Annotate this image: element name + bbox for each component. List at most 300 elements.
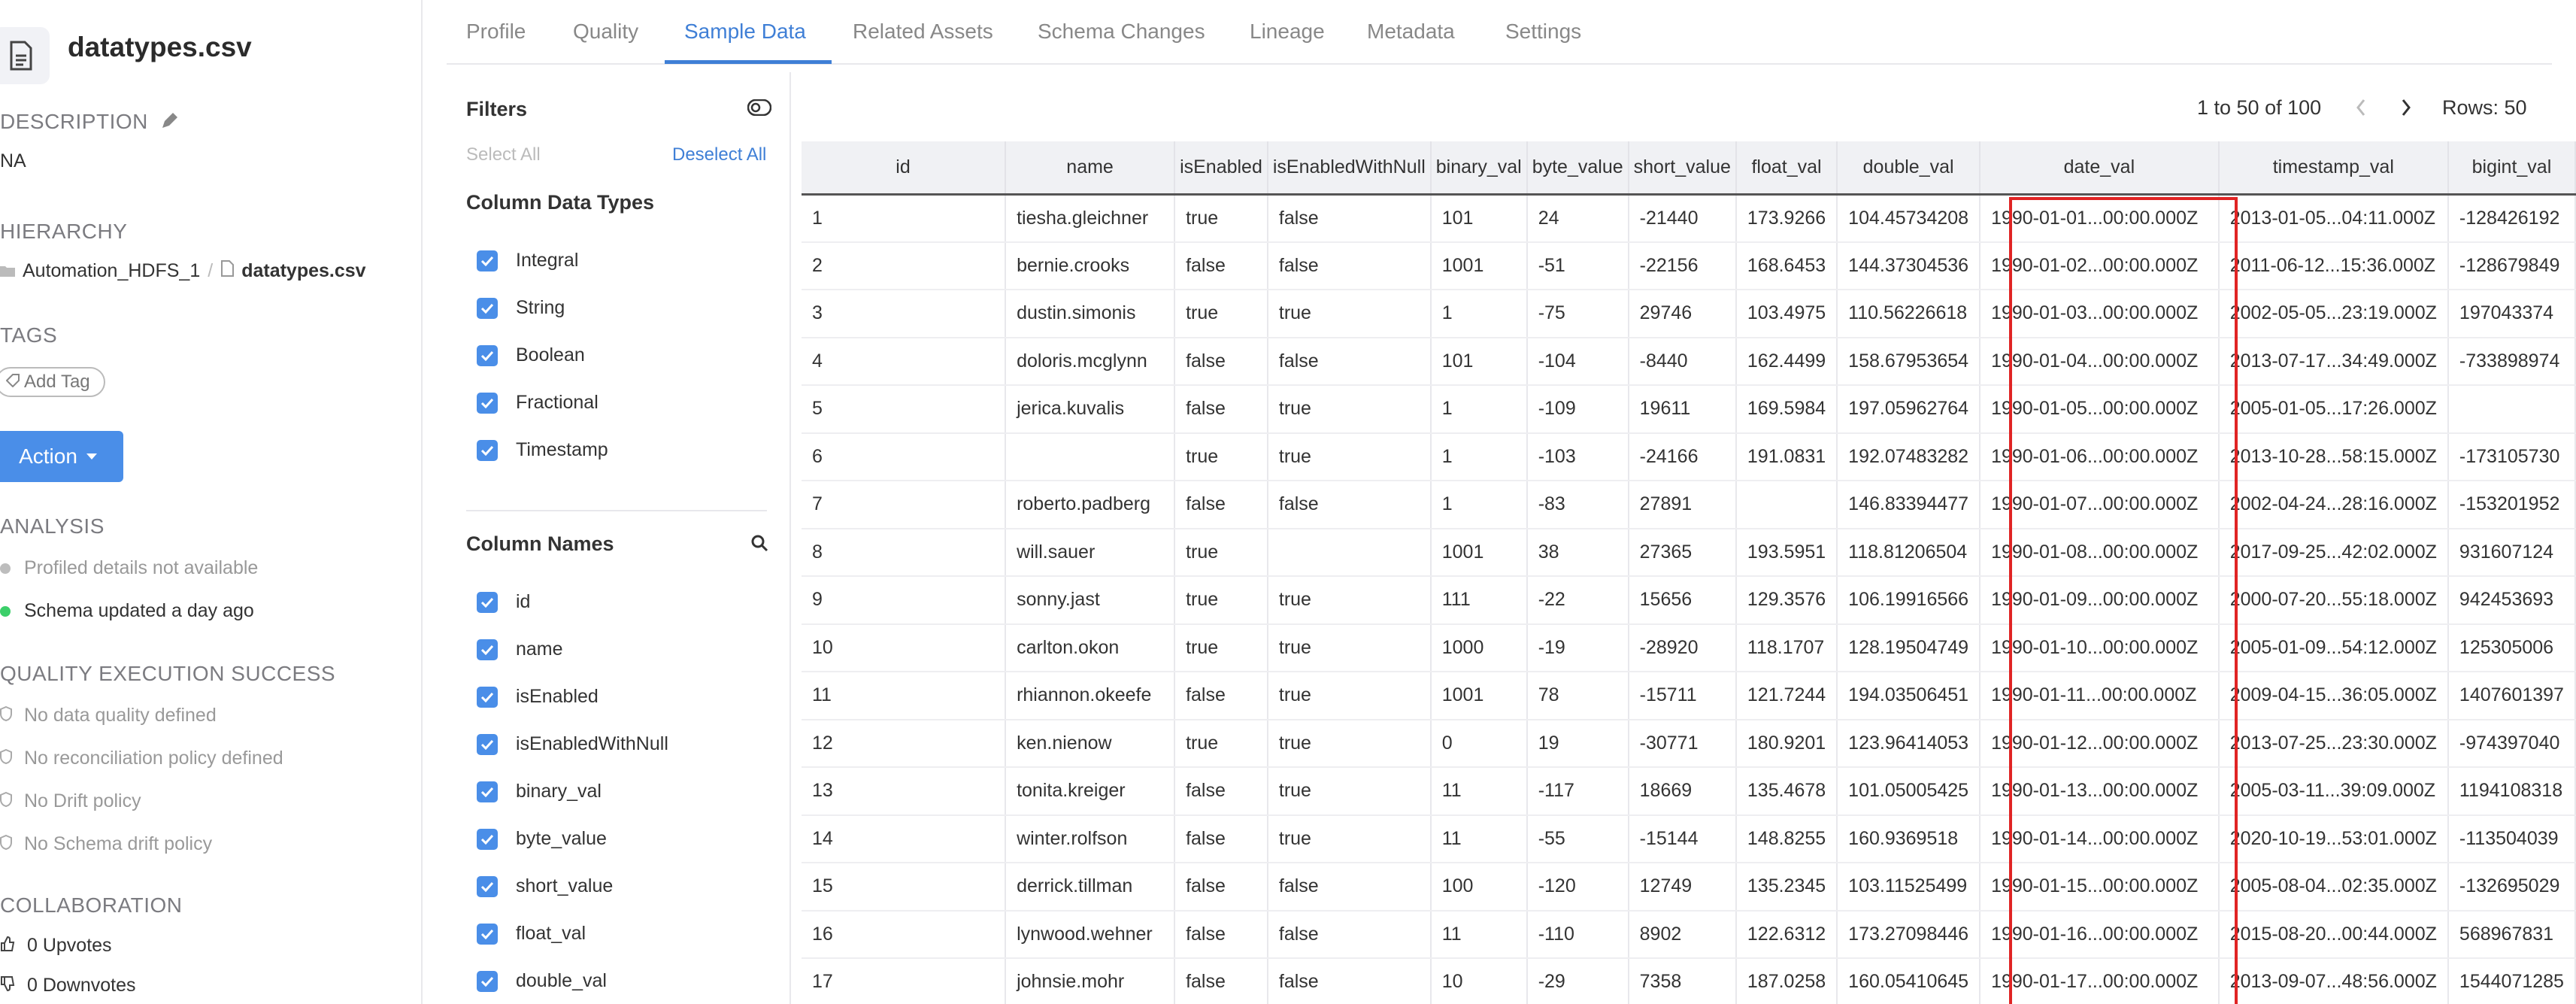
table-cell: false <box>1268 242 1431 290</box>
table-cell: 146.83394477 <box>1837 481 1980 529</box>
column-filter-name[interactable]: name <box>477 638 563 660</box>
table-cell: 1990-01-12...00:00.000Z <box>1980 720 2219 768</box>
tab-profile[interactable]: Profile <box>466 20 526 43</box>
table-cell: true <box>1268 767 1431 815</box>
tab-sample-data[interactable]: Sample Data <box>684 20 806 43</box>
table-cell: 169.5984 <box>1736 385 1837 433</box>
column-header-byte-value[interactable]: byte_value <box>1527 141 1629 194</box>
table-cell: 103.11525499 <box>1837 863 1980 911</box>
table-cell: 1990-01-08...00:00.000Z <box>1980 529 2219 577</box>
table-cell: 9 <box>802 576 1005 624</box>
table-cell: 1990-01-17...00:00.000Z <box>1980 958 2219 1004</box>
table-cell: -120 <box>1527 863 1629 911</box>
table-cell: -83 <box>1527 481 1629 529</box>
table-cell: false <box>1174 338 1268 386</box>
table-cell: 194.03506451 <box>1837 672 1980 720</box>
filters-divider <box>466 510 767 511</box>
table-cell: 2005-08-04...02:35.000Z <box>2219 863 2448 911</box>
table-cell: false <box>1174 911 1268 959</box>
table-cell: -103 <box>1527 433 1629 481</box>
table-cell: 1990-01-14...00:00.000Z <box>1980 815 2219 863</box>
table-cell: 12 <box>802 720 1005 768</box>
checkbox-checked-icon[interactable] <box>477 639 498 660</box>
tab-metadata[interactable]: Metadata <box>1367 20 1455 43</box>
table-cell: johnsie.mohr <box>1005 958 1174 1004</box>
table-cell: 24 <box>1527 194 1629 242</box>
table-cell: 121.7244 <box>1736 672 1837 720</box>
table-cell: -733898974 <box>2448 338 2575 386</box>
table-cell: 111 <box>1431 576 1527 624</box>
table-cell: 193.5951 <box>1736 529 1837 577</box>
table-cell: 160.05410645 <box>1837 958 1980 1004</box>
table-cell: false <box>1174 815 1268 863</box>
table-cell: -19 <box>1527 624 1629 672</box>
table-cell: 106.19916566 <box>1837 576 1980 624</box>
table-cell: -30771 <box>1629 720 1736 768</box>
active-tab-indicator <box>665 60 832 64</box>
table-cell: -113504039 <box>2448 815 2575 863</box>
table-cell: false <box>1174 385 1268 433</box>
table-cell: 1194108318 <box>2448 767 2575 815</box>
column-header-id[interactable]: id <box>802 141 1005 194</box>
table-cell: 173.9266 <box>1736 194 1837 242</box>
table-cell: false <box>1174 863 1268 911</box>
table-cell: 27891 <box>1629 481 1736 529</box>
column-header-double-val[interactable]: double_val <box>1837 141 1980 194</box>
file-document-icon <box>0 27 50 84</box>
table-cell: 2011-06-12...15:36.000Z <box>2219 242 2448 290</box>
caret-down-icon <box>86 453 97 460</box>
tab-schema-changes[interactable]: Schema Changes <box>1038 20 1205 43</box>
table-cell: 123.96414053 <box>1837 720 1980 768</box>
table-cell: -128679849 <box>2448 242 2575 290</box>
table-cell: true <box>1268 815 1431 863</box>
table-cell: -15144 <box>1629 815 1736 863</box>
table-cell <box>1005 433 1174 481</box>
table-cell: rhiannon.okeefe <box>1005 672 1174 720</box>
column-filter-float-val[interactable]: float_val <box>477 923 586 945</box>
table-cell: 192.07483282 <box>1837 433 1980 481</box>
table-cell: doloris.mcglynn <box>1005 338 1174 386</box>
table-cell: false <box>1174 767 1268 815</box>
table-cell: 2009-04-15...36:05.000Z <box>2219 672 2448 720</box>
tags-heading: TAGS <box>0 323 58 347</box>
type-filter-string[interactable]: String <box>477 297 565 319</box>
table-cell: -24166 <box>1629 433 1736 481</box>
table-cell: 1990-01-09...00:00.000Z <box>1980 576 2219 624</box>
table-cell: true <box>1268 672 1431 720</box>
table-row <box>802 767 2575 815</box>
table-cell: tiesha.gleichner <box>1005 194 1174 242</box>
table-cell: false <box>1174 672 1268 720</box>
table-cell: true <box>1268 720 1431 768</box>
table-cell: roberto.padberg <box>1005 481 1174 529</box>
table-cell: 1001 <box>1431 672 1527 720</box>
table-cell: 2 <box>802 242 1005 290</box>
search-icon[interactable] <box>750 534 768 556</box>
table-cell: false <box>1268 911 1431 959</box>
table-cell: true <box>1268 385 1431 433</box>
table-cell: 1990-01-07...00:00.000Z <box>1980 481 2219 529</box>
table-cell: 1 <box>1431 481 1527 529</box>
table-cell: 101.05005425 <box>1837 767 1980 815</box>
table-row <box>802 481 2575 529</box>
table-row <box>802 815 2575 863</box>
filters-title: Filters <box>466 98 528 120</box>
type-filter-boolean[interactable]: Boolean <box>477 344 585 366</box>
table-cell: 16 <box>802 911 1005 959</box>
column-filter-isenabledwithnull[interactable]: isEnabledWithNull <box>477 733 668 755</box>
table-cell: -974397040 <box>2448 720 2575 768</box>
table-cell: -15711 <box>1629 672 1736 720</box>
status-dot-green <box>0 606 11 617</box>
column-header-short-value[interactable]: short_value <box>1629 141 1736 194</box>
table-cell: 118.1707 <box>1736 624 1837 672</box>
table-cell: false <box>1268 863 1431 911</box>
table-cell: 11 <box>1431 911 1527 959</box>
status-dot-grey <box>0 563 11 574</box>
table-cell <box>1268 529 1431 577</box>
table-cell: 1990-01-15...00:00.000Z <box>1980 863 2219 911</box>
table-cell: 162.4499 <box>1736 338 1837 386</box>
table-cell: -75 <box>1527 290 1629 338</box>
table-cell: true <box>1268 624 1431 672</box>
table-cell: 144.37304536 <box>1837 242 1980 290</box>
type-filter-timestamp[interactable]: Timestamp <box>477 439 608 461</box>
table-cell: 2020-10-19...53:01.000Z <box>2219 815 2448 863</box>
table-cell: 1001 <box>1431 529 1527 577</box>
hierarchy-separator: / <box>208 260 214 281</box>
table-cell <box>1736 481 1837 529</box>
table-cell: 7358 <box>1629 958 1736 1004</box>
table-cell: true <box>1174 290 1268 338</box>
table-cell: 1990-01-06...00:00.000Z <box>1980 433 2219 481</box>
action-button[interactable]: Action <box>0 431 123 482</box>
table-cell: bernie.crooks <box>1005 242 1174 290</box>
column-header-float-val[interactable]: float_val <box>1736 141 1837 194</box>
type-filter-fractional[interactable]: Fractional <box>477 392 599 414</box>
table-cell: true <box>1174 624 1268 672</box>
table-cell: 2002-05-05...23:19.000Z <box>2219 290 2448 338</box>
file-small-icon <box>220 260 234 282</box>
table-cell: ken.nienow <box>1005 720 1174 768</box>
column-filter-binary-val[interactable]: binary_val <box>477 781 602 802</box>
analysis-heading: ANALYSIS <box>0 514 105 538</box>
table-cell: 187.0258 <box>1736 958 1837 1004</box>
table-cell: -28920 <box>1629 624 1736 672</box>
table-cell: 18669 <box>1629 767 1736 815</box>
deselect-all-link[interactable]: Deselect All <box>672 144 767 165</box>
table-row <box>802 290 2575 338</box>
column-header-name[interactable]: name <box>1005 141 1174 194</box>
table-cell <box>2448 385 2575 433</box>
table-cell: 19 <box>1527 720 1629 768</box>
tab-related-assets[interactable]: Related Assets <box>853 20 993 43</box>
table-cell: 160.9369518 <box>1837 815 1980 863</box>
table-cell: true <box>1268 433 1431 481</box>
quality-heading: QUALITY EXECUTION SUCCESS <box>0 662 336 685</box>
table-cell: 10 <box>802 624 1005 672</box>
tab-lineage[interactable]: Lineage <box>1250 20 1325 43</box>
column-filter-isenabled[interactable]: isEnabled <box>477 686 599 708</box>
table-row <box>802 194 2575 242</box>
column-data-types-title: Column Data Types <box>466 191 655 214</box>
table-cell: 1990-01-13...00:00.000Z <box>1980 767 2219 815</box>
table-cell: 1001 <box>1431 242 1527 290</box>
table-row <box>802 385 2575 433</box>
downvote-button[interactable]: 0 Downvotes <box>0 975 136 996</box>
description-value: NA <box>0 150 26 171</box>
table-cell: 19611 <box>1629 385 1736 433</box>
table-cell: 931607124 <box>2448 529 2575 577</box>
table-cell: 191.0831 <box>1736 433 1837 481</box>
table-row <box>802 958 2575 1004</box>
prev-page-icon[interactable] <box>2355 98 2367 121</box>
table-cell: 15656 <box>1629 576 1736 624</box>
table-cell: lynwood.wehner <box>1005 911 1174 959</box>
column-filter-id[interactable]: id <box>477 591 530 613</box>
hierarchy-leaf[interactable]: datatypes.csv <box>241 260 366 281</box>
table-cell: 101 <box>1431 194 1527 242</box>
table-cell: -22 <box>1527 576 1629 624</box>
column-header-isenabled[interactable]: isEnabled <box>1174 141 1268 194</box>
shield-icon <box>0 705 12 726</box>
table-cell: 2017-09-25...42:02.000Z <box>2219 529 2448 577</box>
table-cell: true <box>1268 290 1431 338</box>
table-cell: 197043374 <box>2448 290 2575 338</box>
table-cell: 1990-01-16...00:00.000Z <box>1980 911 2219 959</box>
table-cell: 1990-01-10...00:00.000Z <box>1980 624 2219 672</box>
add-tag-button[interactable]: Add Tag <box>0 367 105 397</box>
table-cell: 10 <box>1431 958 1527 1004</box>
table-cell: 568967831 <box>2448 911 2575 959</box>
table-cell: 2005-03-11...39:09.000Z <box>2219 767 2448 815</box>
table-cell: 17 <box>802 958 1005 1004</box>
table-row <box>802 433 2575 481</box>
table-cell: 2002-04-24...28:16.000Z <box>2219 481 2448 529</box>
shield-icon <box>0 748 12 769</box>
quality-item: No Schema drift policy <box>0 833 212 855</box>
table-row <box>802 863 2575 911</box>
table-cell: false <box>1174 958 1268 1004</box>
hierarchy-breadcrumb <box>0 260 366 282</box>
table-cell: 11 <box>1431 767 1527 815</box>
table-cell: false <box>1268 338 1431 386</box>
column-filter-short-value[interactable]: short_value <box>477 875 613 897</box>
table-cell: 1990-01-03...00:00.000Z <box>1980 290 2219 338</box>
table-cell: tonita.kreiger <box>1005 767 1174 815</box>
table-cell: 168.6453 <box>1736 242 1837 290</box>
checkbox-checked-icon[interactable] <box>477 971 498 992</box>
table-cell: 101 <box>1431 338 1527 386</box>
table-cell: -104 <box>1527 338 1629 386</box>
table-row <box>802 624 2575 672</box>
table-cell: 129.3576 <box>1736 576 1837 624</box>
table-cell: -29 <box>1527 958 1629 1004</box>
column-header-bigint-val[interactable]: bigint_val <box>2448 141 2575 194</box>
table-cell: 11 <box>1431 815 1527 863</box>
checkbox-checked-icon[interactable] <box>477 924 498 945</box>
checkbox-checked-icon[interactable] <box>477 298 498 319</box>
table-row <box>802 576 2575 624</box>
table-cell: 197.05962764 <box>1837 385 1980 433</box>
table-cell: dustin.simonis <box>1005 290 1174 338</box>
table-cell: 2005-01-05...17:26.000Z <box>2219 385 2448 433</box>
table-cell: -117 <box>1527 767 1629 815</box>
table-cell: -128426192 <box>2448 194 2575 242</box>
checkbox-checked-icon[interactable] <box>477 345 498 366</box>
tab-quality[interactable]: Quality <box>573 20 639 43</box>
asset-tabs <box>447 0 2552 65</box>
table-cell: 1 <box>1431 290 1527 338</box>
table-cell: 8902 <box>1629 911 1736 959</box>
analysis-schema: Schema updated a day ago <box>24 600 254 621</box>
table-cell: 1 <box>1431 385 1527 433</box>
table-cell: 38 <box>1527 529 1629 577</box>
table-cell: carlton.okon <box>1005 624 1174 672</box>
column-header-binary-val[interactable]: binary_val <box>1431 141 1527 194</box>
table-cell: will.sauer <box>1005 529 1174 577</box>
table-cell: 1407601397 <box>2448 672 2575 720</box>
table-cell: 15 <box>802 863 1005 911</box>
table-cell: -22156 <box>1629 242 1736 290</box>
table-cell: true <box>1174 433 1268 481</box>
pagination-range: 1 to 50 of 100 <box>2197 96 2322 119</box>
table-cell: 1990-01-02...00:00.000Z <box>1980 242 2219 290</box>
table-cell: false <box>1268 958 1431 1004</box>
table-cell: 2013-07-17...34:49.000Z <box>2219 338 2448 386</box>
quality-item: No data quality defined <box>0 705 217 726</box>
table-cell: -153201952 <box>2448 481 2575 529</box>
checkbox-checked-icon[interactable] <box>477 781 498 802</box>
analysis-profiled: Profiled details not available <box>24 557 259 578</box>
table-cell: winter.rolfson <box>1005 815 1174 863</box>
table-cell: 1 <box>802 194 1005 242</box>
tab-settings[interactable]: Settings <box>1505 20 1582 43</box>
table-cell: 135.4678 <box>1736 767 1837 815</box>
table-cell: -132695029 <box>2448 863 2575 911</box>
table-cell: -110 <box>1527 911 1629 959</box>
edit-pencil-icon[interactable] <box>160 111 178 135</box>
table-cell: true <box>1174 576 1268 624</box>
filters-panel <box>447 72 791 1004</box>
table-cell: false <box>1174 242 1268 290</box>
folder-icon <box>0 260 15 282</box>
table-cell: false <box>1268 194 1431 242</box>
checkbox-checked-icon[interactable] <box>477 250 498 271</box>
hierarchy-heading: HIERARCHY <box>0 220 128 243</box>
table-cell: -21440 <box>1629 194 1736 242</box>
table-cell: -51 <box>1527 242 1629 290</box>
select-all-link[interactable]: Select All <box>466 144 541 165</box>
rows-per-page[interactable]: Rows: 50 <box>2442 96 2527 119</box>
column-filter-double-val[interactable]: double_val <box>477 970 607 992</box>
table-cell: 125305006 <box>2448 624 2575 672</box>
table-cell: false <box>1174 481 1268 529</box>
column-names-title: Column Names <box>466 532 614 555</box>
description-heading: DESCRIPTION <box>0 110 178 135</box>
table-cell: 14 <box>802 815 1005 863</box>
checkbox-checked-icon[interactable] <box>477 734 498 755</box>
toggle-icon[interactable] <box>747 99 771 120</box>
hierarchy-root[interactable]: Automation_HDFS_1 <box>23 260 201 281</box>
table-cell: 104.45734208 <box>1837 194 1980 242</box>
table-cell: 128.19504749 <box>1837 624 1980 672</box>
table-cell: 2013-09-07...48:56.000Z <box>2219 958 2448 1004</box>
table-cell: -173105730 <box>2448 433 2575 481</box>
tag-icon <box>6 372 20 393</box>
table-cell: 100 <box>1431 863 1527 911</box>
table-cell: 1544071285 <box>2448 958 2575 1004</box>
upvote-button[interactable]: 0 Upvotes <box>0 935 112 957</box>
table-cell: 110.56226618 <box>1837 290 1980 338</box>
table-row <box>802 911 2575 959</box>
table-cell: 3 <box>802 290 1005 338</box>
column-filter-byte-value[interactable]: byte_value <box>477 828 607 850</box>
table-cell: 2013-10-28...58:15.000Z <box>2219 433 2448 481</box>
thumbs-up-icon <box>0 935 15 957</box>
table-cell: jerica.kuvalis <box>1005 385 1174 433</box>
thumbs-down-icon <box>0 975 15 996</box>
column-header-timestamp-val[interactable]: timestamp_val <box>2219 141 2448 194</box>
column-header-isenabledwithnull[interactable]: isEnabledWithNull <box>1268 141 1431 194</box>
column-header-date-val[interactable]: date_val <box>1980 141 2219 194</box>
table-cell: 103.4975 <box>1736 290 1837 338</box>
table-cell: 27365 <box>1629 529 1736 577</box>
table-cell: true <box>1174 194 1268 242</box>
table-cell: 180.9201 <box>1736 720 1837 768</box>
type-filter-integral[interactable]: Integral <box>477 250 578 271</box>
checkbox-checked-icon[interactable] <box>477 687 498 708</box>
table-row <box>802 672 2575 720</box>
table-cell: 2015-08-20...00:44.000Z <box>2219 911 2448 959</box>
table-cell: 942453693 <box>2448 576 2575 624</box>
checkbox-checked-icon[interactable] <box>477 876 498 897</box>
checkbox-checked-icon[interactable] <box>477 440 498 461</box>
shield-icon <box>0 790 12 812</box>
table-cell: 7 <box>802 481 1005 529</box>
table-row <box>802 529 2575 577</box>
table-cell: sonny.jast <box>1005 576 1174 624</box>
table-cell: 122.6312 <box>1736 911 1837 959</box>
next-page-icon[interactable] <box>2400 98 2412 121</box>
checkbox-checked-icon[interactable] <box>477 829 498 850</box>
table-cell: 135.2345 <box>1736 863 1837 911</box>
shield-icon <box>0 833 12 855</box>
table-cell: 4 <box>802 338 1005 386</box>
table-cell: 78 <box>1527 672 1629 720</box>
table-cell: 1990-01-11...00:00.000Z <box>1980 672 2219 720</box>
table-cell: false <box>1268 481 1431 529</box>
table-cell: -8440 <box>1629 338 1736 386</box>
table-cell: true <box>1174 720 1268 768</box>
checkbox-checked-icon[interactable] <box>477 592 498 613</box>
table-cell: true <box>1268 576 1431 624</box>
asset-sidebar <box>0 0 423 1004</box>
table-cell: 29746 <box>1629 290 1736 338</box>
table-cell: true <box>1174 529 1268 577</box>
table-cell: 148.8255 <box>1736 815 1837 863</box>
table-cell: 2013-07-25...23:30.000Z <box>2219 720 2448 768</box>
table-cell: 0 <box>1431 720 1527 768</box>
asset-title: datatypes.csv <box>68 32 252 62</box>
table-cell: 1990-01-05...00:00.000Z <box>1980 385 2219 433</box>
table-cell: 2000-07-20...55:18.000Z <box>2219 576 2448 624</box>
table-cell: 1000 <box>1431 624 1527 672</box>
table-cell: 13 <box>802 767 1005 815</box>
checkbox-checked-icon[interactable] <box>477 393 498 414</box>
table-cell: 8 <box>802 529 1005 577</box>
